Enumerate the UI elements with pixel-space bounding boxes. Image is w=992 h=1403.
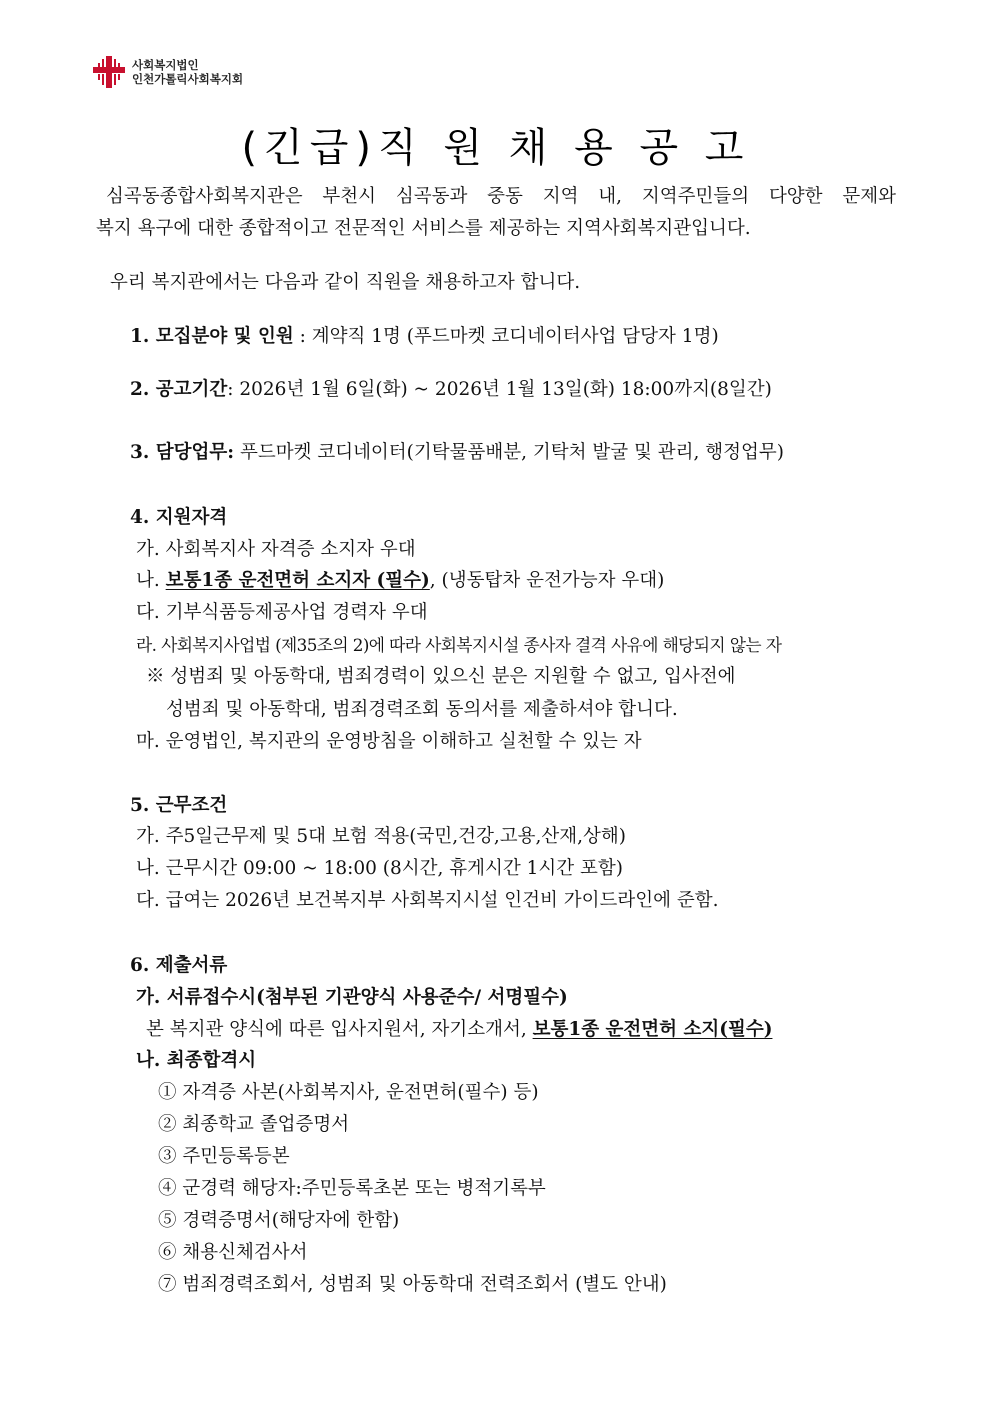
section-4-item-b-suffix: , (냉동탑차 운전가능자 우대) (429, 570, 665, 591)
section-4-item-c: 다. 기부식품등제공사업 경력자 우대 (136, 602, 428, 623)
section-5-label-text: 5. 근무조건 (130, 795, 228, 816)
section-4-label (130, 506, 227, 530)
section-1-text: : 계약직 1명 (푸드마켓 코디네이터사업 담당자 1명) (293, 326, 719, 347)
section-4-item-d: 라. 사회복지사업법 (제35조의 2)에 따라 사회복지시설 종사자 결격 사유에 해당되지 않는 자 (136, 635, 782, 655)
section-4-item-b-emphasis: 보통1종 운전면허 소지자 (필수) (165, 570, 430, 591)
org-name-line1: 사회복지법인 (132, 58, 199, 72)
section-4-label-text: 4. 지원자격 (130, 507, 228, 528)
catholic-cross-icon (92, 55, 126, 89)
section-4-item-b (136, 569, 664, 593)
section-5-item-c: 다. 급여는 2026년 보건복지부 사회복지시설 인건비 가이드라인에 준함. (136, 890, 719, 911)
section-6-sub-a-text: 본 복지관 양식에 따른 입사지원서, 자기소개서, (146, 1019, 533, 1040)
page-title: (긴급)직 원 채 용 공 고 (241, 125, 751, 171)
section-4-item-b-prefix: 나. (136, 570, 166, 591)
section-4-item-e: 마. 운영법인, 복지관의 운영방침을 이해하고 실천할 수 있는 자 (136, 731, 642, 752)
section-2-label: 2. 공고기간 (130, 379, 228, 400)
section-6-sub-a-title (136, 986, 568, 1010)
section-5-item-b: 나. 근무시간 09:00 ~ 18:00 (8시간, 휴게시간 1시간 포함) (136, 858, 623, 879)
section-1-label: 1. 모집분야 및 인원 (130, 326, 294, 347)
section-6-label-text: 6. 제출서류 (130, 955, 228, 976)
intro-line-2: 복지 욕구에 대한 종합적이고 전문적인 서비스를 제공하는 지역사회복지관입니다. (96, 218, 751, 239)
org-name (132, 58, 243, 86)
section-4-note-1: ※ 성범죄 및 아동학대, 범죄경력이 있으신 분은 지원할 수 없고, 입사전에 (146, 666, 736, 687)
section-3-label: 3. 담당업무: (130, 442, 235, 463)
section-6-sub-a-emphasis: 보통1종 운전면허 소지(필수) (532, 1019, 773, 1040)
document-list-item: ⑤ 경력증명서(해당자에 한함) (158, 1210, 400, 1231)
intro-line-1: 심곡동종합사회복지관은 부천시 심곡동과 중동 지역 내, 지역주민들의 다양한 문제와 (106, 186, 896, 207)
section-6-sub-a-title-text: 가. 서류접수시(첨부된 기관양식 사용준수/ 서명필수) (136, 987, 568, 1008)
section-4-item-a: 가. 사회복지사 자격증 소지자 우대 (136, 539, 416, 560)
document-list-item: ① 자격증 사본(사회복지사, 운전면허(필수) 등) (158, 1082, 539, 1103)
section-6-sub-b-title (136, 1049, 256, 1073)
section-3-text: 푸드마켓 코디네이터(기탁물품배분, 기탁처 발굴 및 관리, 행정업무) (234, 442, 784, 463)
section-1 (130, 325, 719, 349)
section-3 (130, 441, 784, 465)
document-list-item: ⑦ 범죄경력조회서, 성범죄 및 아동학대 전력조회서 (별도 안내) (158, 1274, 667, 1295)
section-6-sub-a-body (146, 1018, 772, 1042)
section-5-item-a: 가. 주5일근무제 및 5대 보험 적용(국민,건강,고용,산재,상해) (136, 826, 626, 847)
section-4-note-2: 성범죄 및 아동학대, 범죄경력조회 동의서를 제출하셔야 합니다. (166, 699, 678, 720)
document-list-item: ⑥ 채용신체검사서 (158, 1242, 308, 1263)
document-list-item: ② 최종학교 졸업증명서 (158, 1114, 350, 1135)
section-2 (130, 378, 772, 402)
section-5-label (130, 794, 227, 818)
org-name-line2: 인천가톨릭사회복지회 (132, 72, 244, 86)
intro-line-3: 우리 복지관에서는 다음과 같이 직원을 채용하고자 합니다. (110, 272, 581, 293)
document-list-item: ③ 주민등록등본 (158, 1146, 290, 1167)
section-6-label (130, 954, 227, 978)
section-2-text: : 2026년 1월 6일(화) ~ 2026년 1월 13일(화) 18:00까지(8일간) (227, 379, 772, 400)
section-6-sub-b-title-text: 나. 최종합격시 (136, 1050, 257, 1071)
document-list-item: ④ 군경력 해당자:주민등록초본 또는 병적기록부 (158, 1178, 546, 1199)
org-logo (92, 55, 243, 89)
